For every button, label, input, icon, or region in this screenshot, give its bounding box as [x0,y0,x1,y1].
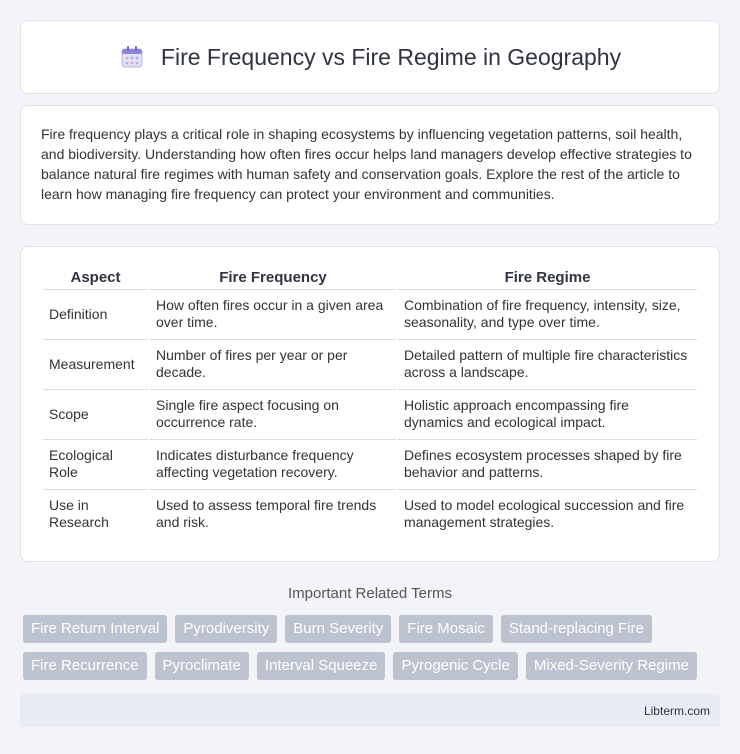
row-fire-regime: Defines ecosystem processes shaped by fire behavior and patterns. [398,440,697,490]
comparison-table-card [20,246,720,562]
table-row [43,340,697,390]
related-term-tag[interactable]: Stand-replacing Fire [501,615,652,643]
intro-card [20,105,720,225]
footer [20,694,720,727]
table-row [43,490,697,539]
related-term-tag[interactable]: Burn Severity [285,615,391,643]
related-term-tag[interactable]: Pyroclimate [155,652,249,680]
row-aspect: Use in Research [49,497,109,530]
calendar-icon [119,44,145,70]
related-term-tag[interactable]: Interval Squeeze [257,652,386,680]
related-term-tag[interactable]: Fire Return Interval [23,615,167,643]
related-term-tag[interactable]: Fire Mosaic [399,615,493,643]
row-aspect: Scope [43,390,148,440]
table-row [43,440,697,490]
row-fire-frequency: Single fire aspect focusing on occurrence rate. [150,390,396,440]
row-fire-frequency: How often fires occur in a given area over time. [150,290,396,340]
related-term-tag[interactable]: Pyrogenic Cycle [393,652,517,680]
row-aspect: Ecological Role [43,440,148,490]
row-aspect: Measurement [43,340,148,390]
row-fire-frequency: Used to assess temporal fire trends and risk. [156,497,377,530]
related-term-tag[interactable]: Mixed-Severity Regime [526,652,697,680]
row-fire-regime: Detailed pattern of multiple fire characteristics across a landscape. [398,340,697,390]
row-fire-frequency: Indicates disturbance frequency affecting vegetation recovery. [150,440,396,490]
row-fire-regime: Holistic approach encompassing fire dynamics and ecological impact. [398,390,697,440]
comparison-table [41,265,699,539]
related-term-tag[interactable]: Pyrodiversity [175,615,277,643]
header-aspect: Aspect [43,265,148,290]
table-row [43,290,697,340]
row-fire-regime: Combination of fire frequency, intensity, size, seasonality, and type over time. [398,290,697,340]
row-fire-regime: Used to model ecological succession and fire management strategies. [404,497,685,530]
related-terms-heading: Important Related Terms [288,585,452,602]
intro-text: Fire frequency plays a critical role in shaping ecosystems by influencing vegetation patterns, soil health, and biodiversity. Understanding how often fires occur helps land managers develop effective strategies to balance natural fire regimes with human safety and conservation goals. Explore the rest of the article to learn how managing fire frequency can protect your environment and communities. [41,126,692,202]
title-card [20,20,720,94]
footer-site-link[interactable]: Libterm.com [643,703,710,718]
related-terms-list [20,615,720,680]
row-fire-frequency: Number of fires per year or per decade. [150,340,396,390]
row-aspect: Definition [43,290,148,340]
page-title: Fire Frequency vs Fire Regime in Geography [160,43,622,70]
table-header-row [43,265,697,290]
table-row [43,390,697,440]
header-fire-regime: Fire Regime [398,265,697,290]
related-term-tag[interactable]: Fire Recurrence [23,652,147,680]
header-fire-frequency: Fire Frequency [150,265,396,290]
